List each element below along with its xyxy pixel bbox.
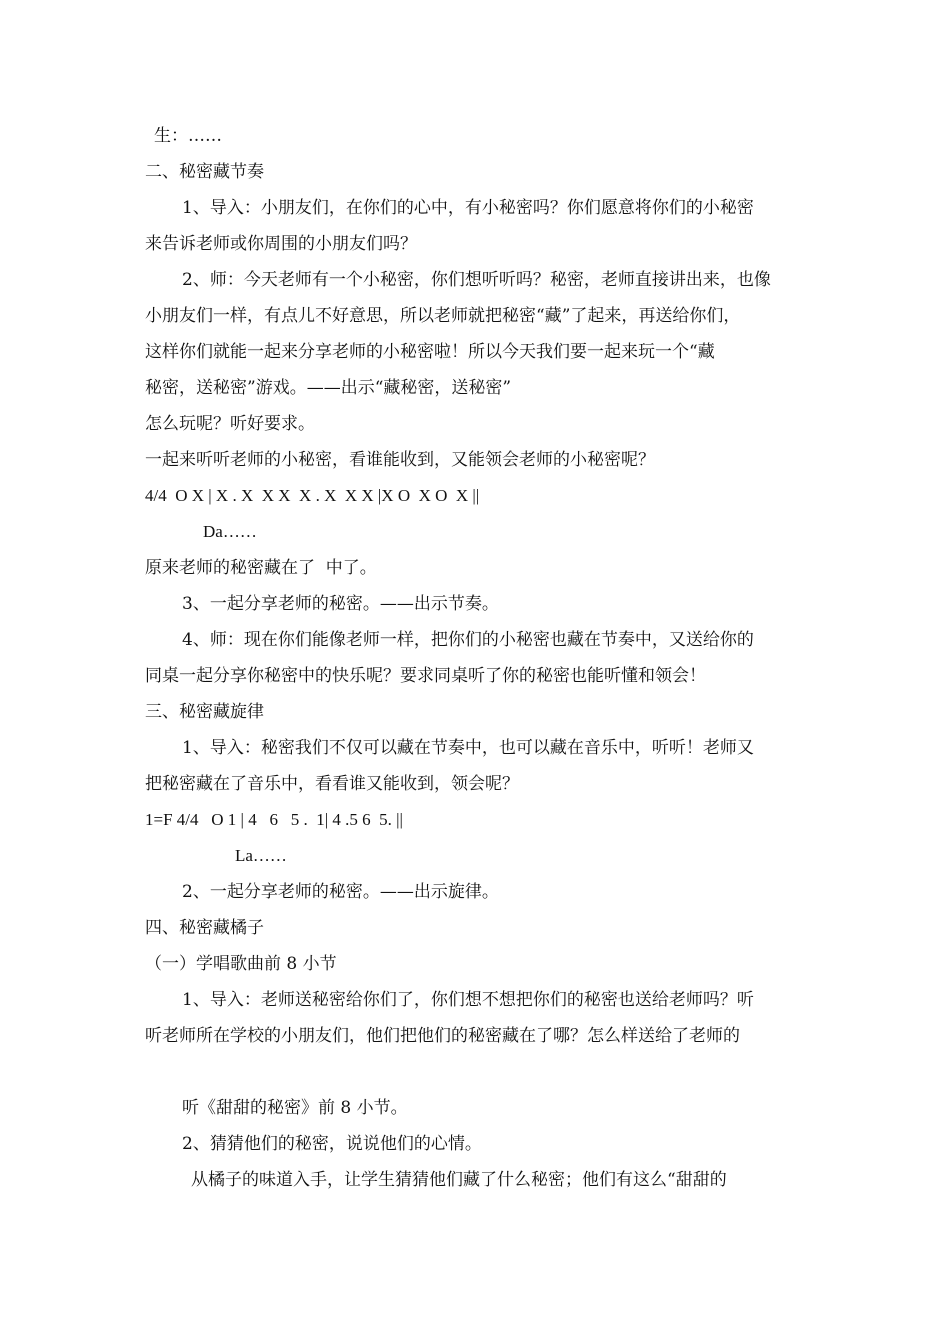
section-heading-4: 四、秘密藏橘子 — [145, 918, 264, 938]
text-line: 原来老师的秘密藏在了 中了。 — [145, 558, 377, 578]
text-line: 把秘密藏在了音乐中，看看谁又能收到，领会呢？ — [145, 774, 519, 794]
text-line: 一起来听听老师的小秘密，看谁能收到，又能领会老师的小秘密呢？ — [145, 450, 655, 470]
melody-notation: 1=F 4/4 O 1 | 4 6 5 . 1| 4 .5 6 5. || — [145, 810, 403, 829]
text-line: 2、师：今天老师有一个小秘密，你们想听听吗？秘密，老师直接讲出来，也像 — [182, 270, 771, 290]
text-line: 小朋友们一样，有点儿不好意思，所以老师就把秘密“藏”了起来，再送给你们， — [145, 306, 741, 326]
rhythm-syllables: Da…… — [203, 522, 257, 541]
text-line: 从橘子的味道入手，让学生猜猜他们藏了什么秘密；他们有这么“甜甜的 — [191, 1170, 727, 1190]
text-line: 听老师所在学校的小朋友们，他们把他们的秘密藏在了哪？怎么样送给了老师的 — [145, 1026, 740, 1046]
melody-syllables: La…… — [235, 846, 287, 865]
text-line: 听《甜甜的秘密》前 8 小节。 — [182, 1098, 408, 1118]
rhythm-notation: 4/4 O X | X . X X X X . X X X |X O X O X || — [145, 486, 480, 505]
text-line: 3、一起分享老师的秘密。——出示节奏。 — [182, 594, 499, 614]
text-line: 2、一起分享老师的秘密。——出示旋律。 — [182, 882, 499, 902]
text-line: 同桌一起分享你秘密中的快乐呢？要求同桌听了你的秘密也能听懂和领会！ — [145, 666, 706, 686]
section-heading-2: 二、秘密藏节奏 — [145, 162, 264, 182]
text-line: 1、导入：老师送秘密给你们了，你们想不想把你们的秘密也送给老师吗？听 — [182, 990, 754, 1010]
text-line: 4、师：现在你们能像老师一样，把你们的小秘密也藏在节奏中，又送给你的 — [182, 630, 754, 650]
text-line: 来告诉老师或你周围的小朋友们吗？ — [145, 234, 417, 254]
subsection-heading: （一）学唱歌曲前 8 小节 — [145, 954, 337, 974]
text-line: 这样你们就能一起来分享老师的小秘密啦！所以今天我们要一起来玩一个“藏 — [145, 342, 715, 362]
text-line: 1、导入：秘密我们不仅可以藏在节奏中，也可以藏在音乐中，听听！老师又 — [182, 738, 754, 758]
text-line: 2、猜猜他们的秘密，说说他们的心情。 — [182, 1134, 482, 1154]
text-line: 怎么玩呢？听好要求。 — [145, 414, 315, 434]
text-line: 1、导入：小朋友们，在你们的心中，有小秘密吗？你们愿意将你们的小秘密 — [182, 198, 754, 218]
text-line: 秘密，送秘密”游戏。——出示“藏秘密，送秘密” — [145, 378, 512, 398]
section-heading-3: 三、秘密藏旋律 — [145, 702, 264, 722]
text-line-student: 生：…… — [154, 126, 222, 146]
